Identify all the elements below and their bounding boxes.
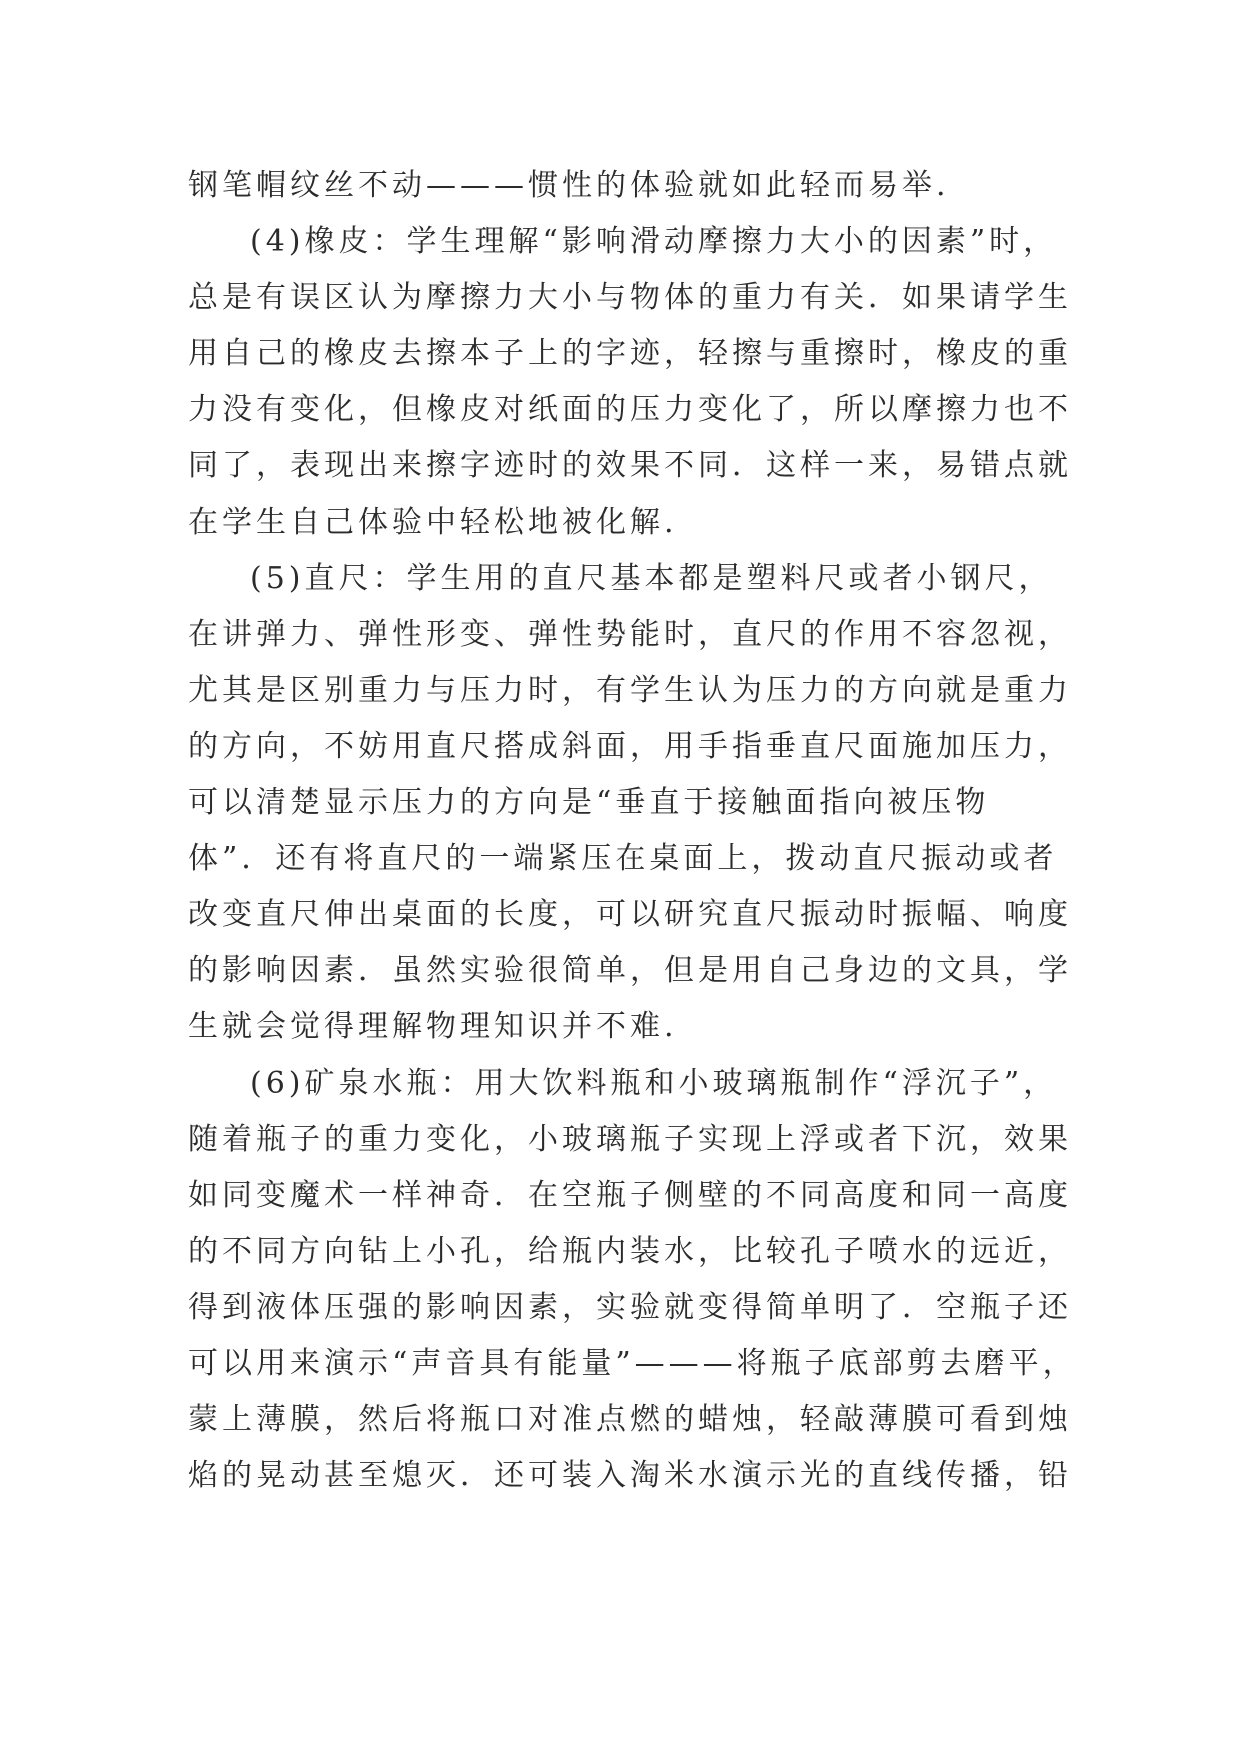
text-line: 蒙上薄膜，然后将瓶口对准点燃的蜡烛，轻敲薄膜可看到烛 <box>188 1402 1072 1438</box>
text-line: 的不同方向钻上小孔，给瓶内装水，比较孔子喷水的远近， <box>188 1233 1072 1269</box>
text-line: 的方向，不妨用直尺搭成斜面，用手指垂直尺面施加压力， <box>188 728 1072 764</box>
text-line: 力没有变化，但橡皮对纸面的压力变化了，所以摩擦力也不 <box>188 392 1072 428</box>
text-line: 在学生自己体验中轻松地被化解. <box>188 504 678 540</box>
text-line: 用自己的橡皮去擦本子上的字迹，轻擦与重擦时，橡皮的重 <box>188 336 1072 372</box>
text-line: 随着瓶子的重力变化，小玻璃瓶子实现上浮或者下沉，效果 <box>188 1121 1072 1157</box>
text-line: 钢笔帽纹丝不动———惯性的体验就如此轻而易举. <box>188 168 950 203</box>
body-text <box>188 158 1077 1504</box>
text-line: (6)矿泉水瓶：用大饮料瓶和小玻璃瓶制作“浮沉子”， <box>250 1065 1058 1101</box>
text-line: 可以用来演示“声音具有能量”———将瓶子底部剪去磨平， <box>188 1345 1077 1381</box>
text-line: 焰的晃动甚至熄灭．还可装入淘米水演示光的直线传播，铅 <box>188 1458 1072 1494</box>
text-line: 体”．还有将直尺的一端紧压在桌面上，拨动直尺振动或者 <box>188 841 1058 877</box>
text-line: 可以清楚显示压力的方向是“垂直于接触面指向被压物 <box>188 785 990 821</box>
text-line: 如同变魔术一样神奇．在空瓶子侧壁的不同高度和同一高度 <box>188 1177 1072 1213</box>
text-line: 同了，表现出来擦字迹时的效果不同．这样一来，易错点就 <box>188 448 1072 484</box>
text-line: 尤其是区别重力与压力时，有学生认为压力的方向就是重力 <box>188 672 1072 708</box>
text-line: 生就会觉得理解物理知识并不难. <box>188 1009 678 1045</box>
text-line: 总是有误区认为摩擦力大小与物体的重力有关．如果请学生 <box>188 280 1072 316</box>
text-line: 得到液体压强的影响因素，实验就变得简单明了．空瓶子还 <box>188 1289 1072 1325</box>
text-line: (4)橡皮：学生理解“影响滑动摩擦力大小的因素”时， <box>250 224 1058 260</box>
text-line: 的影响因素．虽然实验很简单，但是用自己身边的文具，学 <box>188 953 1072 989</box>
text-line: (5)直尺：学生用的直尺基本都是塑料尺或者小钢尺， <box>250 560 1053 596</box>
text-line: 在讲弹力、弹性形变、弹性势能时，直尺的作用不容忽视， <box>188 616 1072 652</box>
text-line: 改变直尺伸出桌面的长度，可以研究直尺振动时振幅、响度 <box>188 897 1072 933</box>
